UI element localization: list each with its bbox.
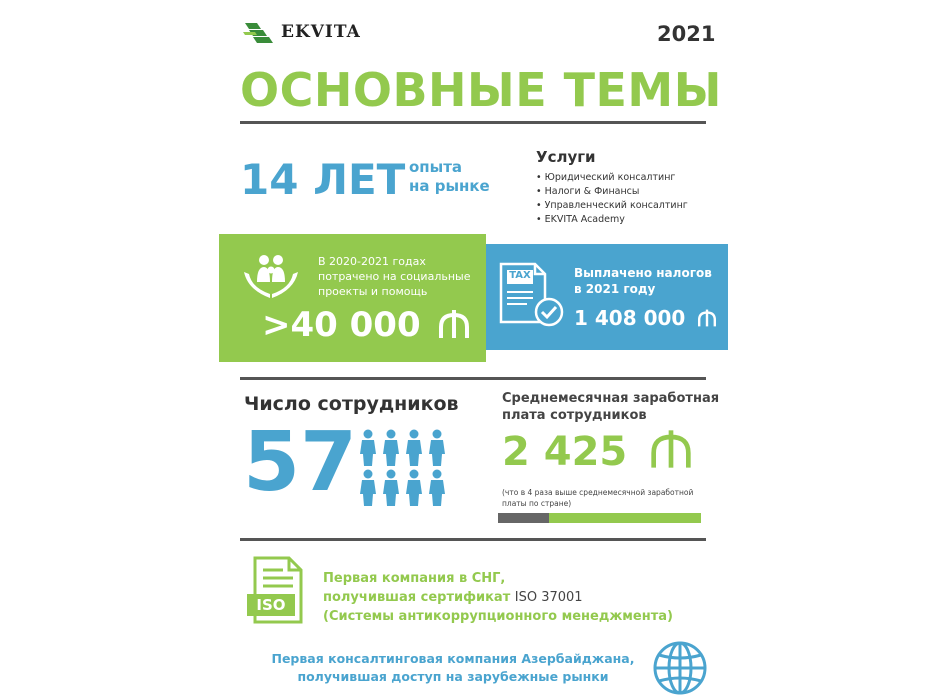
salary-label-line: Среднемесячная заработная [502, 391, 720, 406]
salary-note [502, 487, 707, 509]
employees-label: Число сотрудников [244, 393, 459, 415]
iso-caption-line [323, 588, 673, 607]
services-title: Услуги [536, 148, 596, 166]
salary-comparison-bar-country [498, 513, 549, 523]
globe-icon [652, 640, 708, 696]
brand-name: EKVITA [281, 22, 361, 42]
service-item: • EKVITA Academy [536, 213, 688, 227]
page-title: ОСНОВНЫЕ ТЕМЫ [240, 63, 722, 117]
social-caption-line: потрачено на социальные [318, 270, 471, 283]
iso-caption-line: Первая компания в СНГ, [323, 571, 506, 586]
years-caption-line: опыта [409, 158, 463, 176]
iso-icon-label: ISO [256, 596, 286, 614]
service-item: • Налоги & Финансы [536, 185, 688, 199]
salary-amount-value: 2 425 [502, 429, 628, 475]
manat-icon [697, 309, 717, 327]
social-amount-value: >40 000 [262, 305, 421, 345]
taxes-caption-line: Выплачено налогов [574, 266, 712, 280]
service-item: • Управленческий консалтинг [536, 199, 688, 213]
foreign-caption-line: Первая консалтинговая компания Азербайджана, [271, 651, 635, 666]
tax-document-icon [497, 262, 567, 330]
divider [240, 121, 706, 124]
taxes-caption [574, 265, 712, 297]
manat-icon [649, 429, 693, 469]
social-amount [262, 305, 470, 345]
taxes-caption-line: в 2021 году [574, 282, 656, 296]
taxes-amount [574, 306, 717, 330]
social-caption-line: В 2020-2021 годах [318, 255, 426, 268]
taxes-amount-value: 1 408 000 [574, 306, 686, 330]
report-year: 2021 [657, 22, 716, 46]
years-caption-line: на рынке [409, 177, 490, 195]
employees-people-icon [358, 428, 448, 506]
salary-amount [502, 429, 693, 475]
iso-caption [323, 569, 673, 626]
salary-note-line: платы по стране) [502, 499, 572, 508]
salary-label-line: плата сотрудников [502, 408, 647, 423]
employees-count: 57 [243, 415, 358, 510]
foreign-markets-caption [262, 650, 644, 686]
iso-standard: ISO 37001 [514, 590, 583, 605]
divider [240, 538, 706, 541]
social-caption [318, 254, 470, 299]
years-caption [409, 158, 490, 196]
iso-caption-text: получившая сертификат [323, 590, 515, 605]
family-care-icon [240, 250, 302, 302]
iso-caption-line: (Системы антикоррупционного менеджмента) [323, 609, 673, 624]
salary-note-line: (что в 4 раза выше среднемесячной заработной [502, 488, 694, 497]
ekvita-logo-icon [243, 20, 277, 44]
social-caption-line: проекты и помощь [318, 285, 428, 298]
service-item: • Юридический консалтинг [536, 171, 688, 185]
tax-icon-label: TAX [509, 270, 531, 281]
brand-logo [243, 20, 361, 44]
salary-label [502, 390, 719, 424]
services-list [536, 171, 688, 227]
manat-icon [438, 309, 470, 339]
foreign-caption-line: получившая доступ на зарубежные рынки [297, 669, 609, 684]
iso-certificate-icon [245, 556, 307, 626]
years-count: 14 ЛЕТ [240, 155, 406, 204]
divider [240, 377, 706, 380]
